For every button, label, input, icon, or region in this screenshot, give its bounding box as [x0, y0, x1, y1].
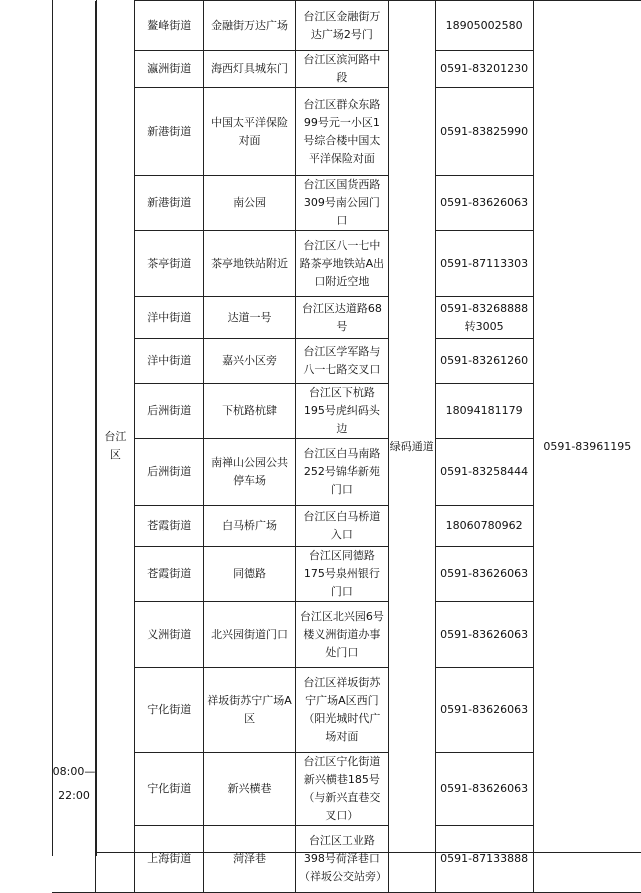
- phone-cell: 0591-83268888转3005: [435, 297, 533, 339]
- street-cell: 上海街道: [135, 826, 204, 893]
- place-cell: 白马桥广场: [204, 506, 296, 547]
- phone-cell: 0591-87113303: [435, 231, 533, 297]
- street-cell: 洋中街道: [135, 339, 204, 384]
- place-cell: 北兴园街道门口: [204, 602, 296, 668]
- phone-cell: 0591-83825990: [435, 88, 533, 176]
- phone-cell: 18094181179: [435, 384, 533, 439]
- phone-cell: 0591-83626063: [435, 176, 533, 231]
- phone-cell: 0591-83626063: [435, 753, 533, 826]
- street-cell: 宁化街道: [135, 753, 204, 826]
- place-cell: 新兴横巷: [204, 753, 296, 826]
- phone-cell: 0591-83261260: [435, 339, 533, 384]
- phone-cell: 0591-83201230: [435, 51, 533, 88]
- place-cell: 金融街万达广场: [204, 1, 296, 51]
- channel-cell: 绿码通道: [388, 1, 435, 893]
- address-cell: 台江区金融街万达广场2号门: [295, 1, 388, 51]
- place-cell: 下杭路杭肆: [204, 384, 296, 439]
- street-cell: 宁化街道: [135, 668, 204, 753]
- street-cell: 茶亭街道: [135, 231, 204, 297]
- time-column: [52, 1, 96, 893]
- address-cell: 台江区国货西路309号南公园门口: [295, 176, 388, 231]
- phone-cell: 0591-87133888: [435, 826, 533, 893]
- address-cell: 台江区下杭路195号虎纠码头边: [295, 384, 388, 439]
- place-cell: 南公园: [204, 176, 296, 231]
- place-cell: 海西灯具城东门: [204, 51, 296, 88]
- table-bottom-edge: [96, 852, 641, 857]
- phone-cell: 18060780962: [435, 506, 533, 547]
- street-cell: 瀛洲街道: [135, 51, 204, 88]
- hotline-cell: 0591-83961195: [533, 1, 641, 893]
- test-site-table: [52, 0, 641, 893]
- service-hours-end: 22:00: [58, 789, 90, 802]
- street-cell: 后洲街道: [135, 384, 204, 439]
- address-cell: 台江区白马南路252号锦华新苑门口: [295, 439, 388, 506]
- address-cell: 台江区宁化街道新兴横巷185号（与新兴直巷交叉口）: [295, 753, 388, 826]
- street-cell: 新港街道: [135, 176, 204, 231]
- street-cell: 洋中街道: [135, 297, 204, 339]
- phone-cell: 0591-83258444: [435, 439, 533, 506]
- address-cell: 台江区工业路398号荷泽巷口（祥坂公交站旁）: [295, 826, 388, 893]
- phone-cell: 18905002580: [435, 1, 533, 51]
- street-cell: 新港街道: [135, 88, 204, 176]
- street-cell: 苍霞街道: [135, 547, 204, 602]
- place-cell: 南禅山公园公共停车场: [204, 439, 296, 506]
- district-cell: 台江区: [96, 1, 135, 893]
- place-cell: 祥坂街苏宁广场A区: [204, 668, 296, 753]
- place-cell: 达道一号: [204, 297, 296, 339]
- phone-cell: 0591-83626063: [435, 668, 533, 753]
- street-cell: 后洲街道: [135, 439, 204, 506]
- address-cell: 台江区八一七中路茶亭地铁站A出口附近空地: [295, 231, 388, 297]
- place-cell: 中国太平洋保险对面: [204, 88, 296, 176]
- street-cell: 苍霞街道: [135, 506, 204, 547]
- place-cell: 菏泽巷: [204, 826, 296, 893]
- address-cell: 台江区群众东路99号元一小区1号综合楼中国太平洋保险对面: [295, 88, 388, 176]
- address-cell: 台江区学军路与八一七路交叉口: [295, 339, 388, 384]
- place-cell: 嘉兴小区旁: [204, 339, 296, 384]
- street-cell: 鳌峰街道: [135, 1, 204, 51]
- address-cell: 台江区达道路68号: [295, 297, 388, 339]
- table-row: [52, 1, 641, 51]
- place-cell: 同德路: [204, 547, 296, 602]
- address-cell: 台江区白马桥道入口: [295, 506, 388, 547]
- street-cell: 义洲街道: [135, 602, 204, 668]
- service-hours-start: 08:00—: [52, 765, 96, 778]
- address-cell: 台江区祥坂街苏宁广场A区西门（阳光城时代广场对面: [295, 668, 388, 753]
- address-cell: 台江区滨河路中段: [295, 51, 388, 88]
- phone-cell: 0591-83626063: [435, 602, 533, 668]
- phone-cell: 0591-83626063: [435, 547, 533, 602]
- place-cell: 茶亭地铁站附近: [204, 231, 296, 297]
- address-cell: 台江区同德路175号泉州银行门口: [295, 547, 388, 602]
- address-cell: 台江区北兴园6号楼义洲街道办事处门口: [295, 602, 388, 668]
